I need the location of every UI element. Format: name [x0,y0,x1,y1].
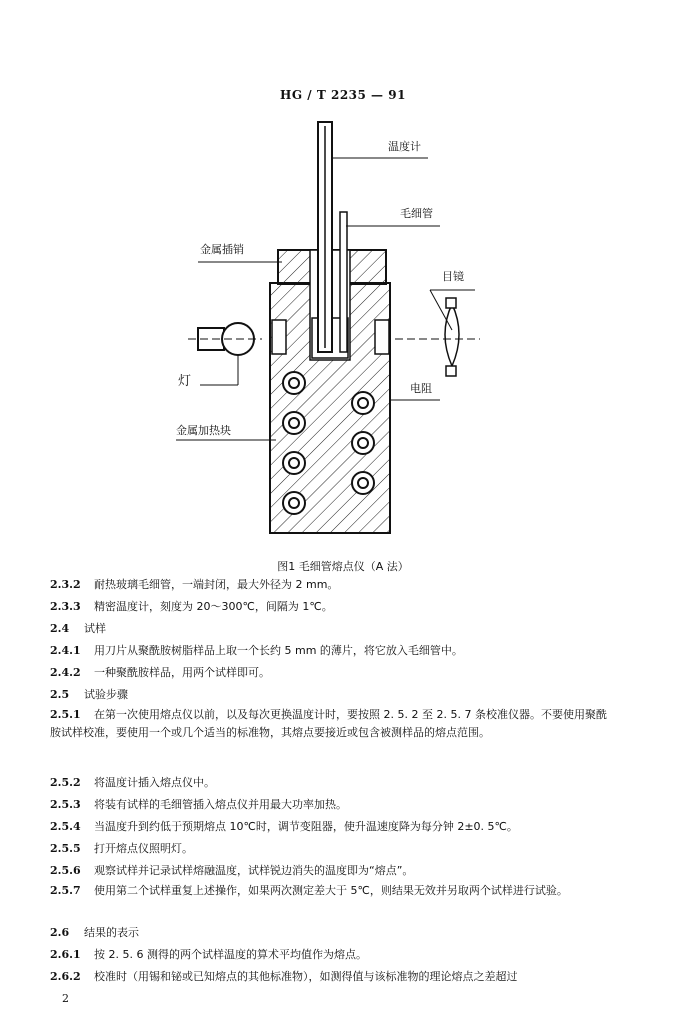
section-2-4-2 [50,664,270,680]
capillary-tube [340,212,347,352]
section-2-6-2 [50,968,518,984]
section-text: 将装有试样的毛细管插入熔点仪并用最大功率加热。 [94,798,347,811]
section-text: 耐热玻璃毛细管，一端封闭，最大外径为 2 mm。 [94,578,339,591]
section-text: 精密温度计，刻度为 20～300℃，间隔为 1℃。 [94,600,333,613]
section-number: 2.5.2 [50,776,81,789]
section-text: 用刀片从聚酰胺树脂样品上取一个长约 5 mm 的薄片，将它放入毛细管中。 [94,644,463,657]
section-2-5 [50,686,128,702]
section-2-4-1 [50,642,463,658]
section-text: 一种聚酰胺样品，用两个试样即可。 [94,666,270,679]
section-text: 试样 [84,622,106,635]
section-number: 2.4.2 [50,666,81,679]
section-number: 2.5.6 [50,864,81,877]
section-2-5-3 [50,796,347,812]
section-text: 试验步骤 [84,688,128,701]
section-number: 2.6.1 [50,948,81,961]
section-2-3-2 [50,576,338,592]
label-heating-block: 金属加热块 [176,424,231,437]
label-eyepiece: 目镜 [442,270,464,283]
section-2-5-4 [50,818,518,834]
section-2-6 [50,924,139,940]
section-number: 2.5.4 [50,820,81,833]
section-text: 结果的表示 [84,926,139,939]
section-number: 2.6 [50,926,70,939]
section-number: 2.4.1 [50,644,81,657]
section-2-5-6 [50,862,413,878]
section-2-5-1 [50,706,616,742]
label-lamp: 灯 [178,374,192,389]
section-number: 2.3.2 [50,578,81,591]
section-text: 按 2. 5. 6 测得的两个试样温度的算术平均值作为熔点。 [94,948,367,961]
section-text: 观察试样并记录试样熔融温度，试样锐边消失的温度即为“熔点”。 [94,864,414,877]
section-text: 在第一次使用熔点仪以前，以及每次更换温度计时，要按照 2. 5. 2 至 2. 5. 7 条校准仪器。不要使用聚酰胺试样校准，要使用一个或几个适当的标准物，其熔点要接近或包含被测样品的熔点范围。 [50,708,607,739]
section-2-5-5 [50,840,193,856]
section-text: 将温度计插入熔点仪中。 [94,776,215,789]
section-number: 2.6.2 [50,970,81,983]
page-header: HG / T 2235 — 91 [280,88,406,102]
section-2-5-7 [50,882,616,900]
section-number: 2.5.7 [50,884,81,897]
page-number: 2 [62,992,69,1005]
label-capillary: 毛细管 [400,207,433,220]
section-number: 2.5.1 [50,708,81,721]
section-number: 2.5.3 [50,798,81,811]
section-number: 2.4 [50,622,70,635]
label-thermometer: 温度计 [388,140,421,153]
eyepiece [445,298,459,376]
section-text: 校准时（用锡和铋或已知熔点的其他标准物），如测得值与该标准物的理论熔点之差超过 [94,970,518,983]
section-2-4 [50,620,106,636]
section-2-6-1 [50,946,367,962]
label-metal-pin: 金属插销 [200,243,244,256]
figure-caption: 图1 毛细管熔点仪（A 法） [277,560,409,573]
section-text: 使用第二个试样重复上述操作，如果两次测定差大于 5℃，则结果无效并另取两个试样进行试验。 [94,884,568,897]
section-2-5-2 [50,774,215,790]
label-resistor: 电阻 [410,382,432,395]
section-number: 2.5.5 [50,842,81,855]
section-2-3-3 [50,598,333,614]
section-number: 2.5 [50,688,70,701]
section-text: 当温度升到约低于预期熔点 10℃时，调节变阻器，使升温速度降为每分钟 2±0. 5℃。 [94,820,518,833]
section-number: 2.3.3 [50,600,81,613]
section-text: 打开熔点仪照明灯。 [94,842,193,855]
